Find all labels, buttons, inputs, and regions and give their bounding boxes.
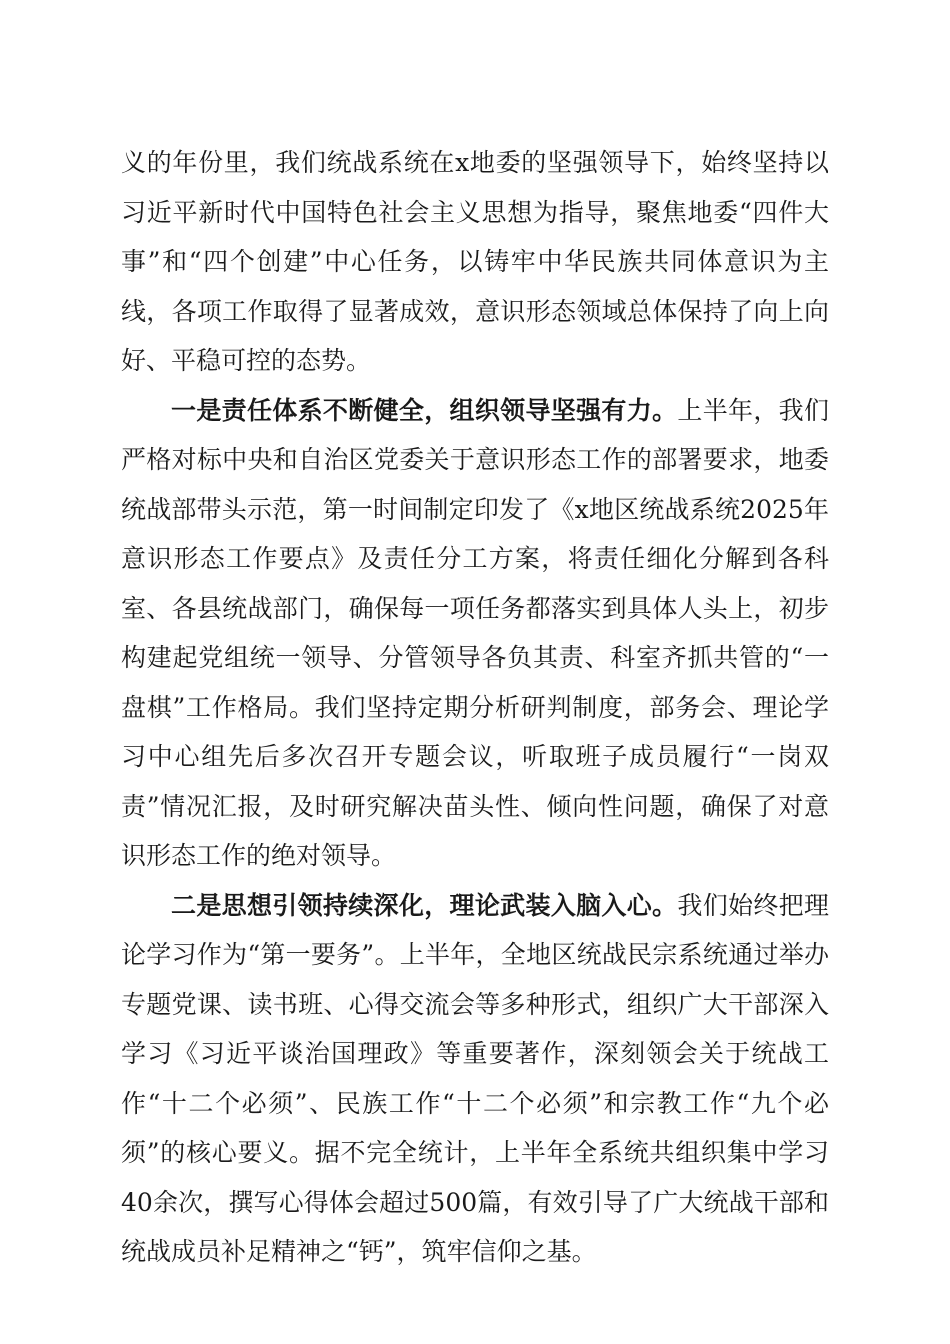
paragraph-lead: 一是责任体系不断健全，组织领导坚强有力。: [171, 395, 678, 425]
paragraph-text: 义的年份里，我们统战系统在x地委的坚强领导下，始终坚持以习近平新时代中国特色社会主义思想为指导，聚焦地委“四件大事”和“四个创建”中心任务，以铸牢中华民族共同体意识为主线，各项工作取得了显著成效，意识形态领域总体保持了向上向好、平稳可控的态势。: [121, 148, 829, 375]
paragraph-lead: 二是思想引领持续深化，理论武装入脑入心。: [171, 890, 678, 920]
paragraph-text: 上半年，我们严格对标中央和自治区党委关于意识形态工作的部署要求，地委统战部带头示范，第一时间制定印发了《x地区统战系统2025年意识形态工作要点》及责任分工方案，将责任细化分解到各科室、各县统战部门，确保每一项任务都落实到具体人头上，初步构建起党组统一领导、分管领导各负其责、科室齐抓共管的“一盘棋”工作格局。我们坚持定期分析研判制度，部务会、理论学习中心组先后多次召开专题会议，听取班子成员履行“一岗双责”情况汇报，及时研究解决苗头性、倾向性问题，确保了对意识形态工作的绝对领导。: [121, 395, 829, 870]
paragraph-continuation: [121, 138, 829, 386]
document-body: [121, 138, 829, 1277]
paragraph-responsibility-system: [121, 386, 829, 881]
paragraph-text: 我们始终把理论学习作为“第一要务”。上半年，全地区统战民宗系统通过举办专题党课、读书班、心得交流会等多种形式，组织广大干部深入学习《习近平谈治国理政》等重要著作，深刻领会关于统战工作“十二个必须”、民族工作“十二个必须”和宗教工作“九个必须”的核心要义。据不完全统计，上半年全系统共组织集中学习40余次，撰写心得体会超过500篇，有效引导了广大统战干部和统战成员补足精神之“钙”，筑牢信仰之基。: [121, 890, 829, 1266]
paragraph-ideological-guidance: [121, 881, 829, 1277]
